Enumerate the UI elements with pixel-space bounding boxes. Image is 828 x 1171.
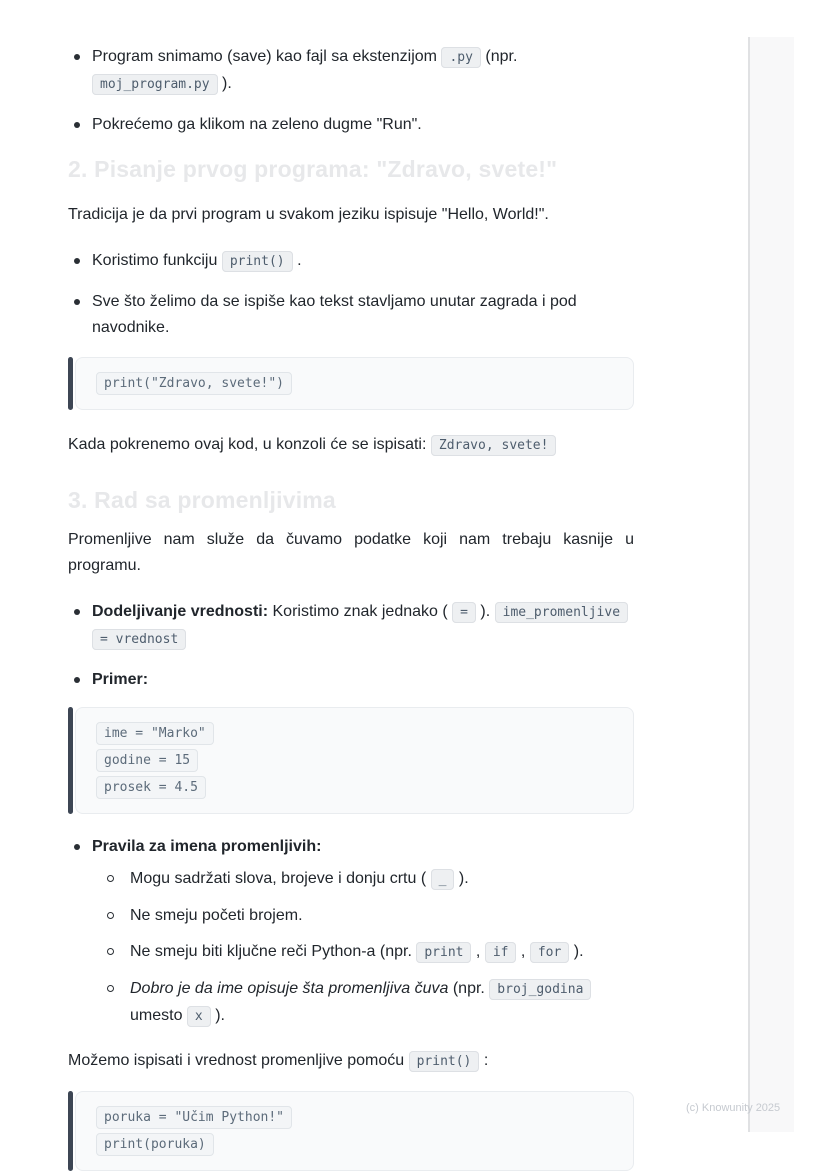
section-heading-2: 2. Pisanje prvog programa: "Zdravo, svete!" (68, 156, 558, 182)
text-segment: ). (210, 1007, 225, 1024)
paragraph-console-output (68, 432, 634, 459)
inline-code: = (452, 602, 476, 623)
list-item-text (92, 48, 517, 92)
inline-code: Zdravo, svete! (431, 435, 557, 456)
text-segment: Možemo ispisati i vrednost promenljive pomoću (68, 1052, 409, 1069)
list-item-text (92, 671, 148, 688)
intro-bullet-list (68, 44, 634, 138)
text-segment: Primer: (92, 671, 149, 688)
list-item-text (92, 252, 302, 269)
text-segment: ). (569, 943, 584, 960)
text-segment: Ne smeju biti ključne reči Python-a (npr. (130, 943, 417, 960)
rules-bullet-list (68, 834, 634, 1030)
list-item (68, 289, 634, 341)
list-item-text (92, 116, 422, 133)
text-segment: umesto (130, 1007, 187, 1024)
rules-sublist (92, 866, 634, 1030)
list-item-rules (68, 834, 634, 1030)
code-block-body (75, 1091, 634, 1171)
code-block-body (75, 357, 634, 410)
list-item-text (92, 603, 628, 647)
paragraph-variables: Promenljive nam služe da čuvamo podatke koji nam trebaju kasnije u programu. (68, 531, 634, 574)
text-segment: ). (454, 870, 469, 887)
inline-code: moj_program.py (92, 74, 218, 95)
list-item (68, 667, 634, 693)
document-content (68, 0, 634, 1171)
code-line: prosek = 4.5 (96, 776, 206, 799)
text-segment: Koristimo funkciju (92, 252, 222, 269)
list-item-text (92, 293, 577, 336)
code-line: poruka = "Učim Python!" (96, 1106, 292, 1129)
code-line: ime = "Marko" (96, 722, 214, 745)
text-segment: , (516, 943, 530, 960)
list-item (68, 44, 634, 98)
text-segment: : (479, 1052, 489, 1069)
code-block-accent-bar (68, 1091, 73, 1171)
sublist-item-text (130, 943, 584, 960)
code-block-body (75, 707, 634, 814)
text-segment: Pravila za imena promenljivih: (92, 838, 322, 855)
text-segment: (npr. (480, 48, 518, 65)
watermark-text: (c) Knowunity 2025 (686, 1102, 781, 1114)
inline-code: if (485, 942, 517, 963)
paragraph-tradition: Tradicija je da prvi program u svakom jeziku ispisuje "Hello, World!". (68, 206, 549, 223)
code-block-example (68, 707, 634, 814)
list-item-text (92, 838, 321, 855)
text-segment: Program snimamo (save) kao fajl sa ekstenzijom (92, 48, 442, 65)
text-segment: Mogu sadržati slova, brojeve i donju crtu ( (130, 870, 431, 887)
sublist-item (92, 939, 634, 966)
inline-code: x (187, 1006, 211, 1027)
sublist-item (92, 976, 634, 1030)
inline-code: print (416, 942, 471, 963)
sublist-item-text (130, 907, 303, 924)
sublist-item-text (130, 870, 469, 887)
sublist-item (92, 903, 634, 929)
code-block-hello (68, 357, 634, 410)
code-line: print("Zdravo, svete!") (96, 372, 292, 395)
text-segment: . (292, 252, 302, 269)
sublist-item-text (130, 980, 591, 1024)
inline-code: _ (431, 869, 455, 890)
list-item (68, 248, 634, 275)
code-block-accent-bar (68, 707, 73, 814)
inline-code: ime_promenljive = vrednost (92, 602, 628, 650)
text-segment: ). (475, 603, 495, 620)
code-block-accent-bar (68, 357, 73, 410)
code-block-poruka (68, 1091, 634, 1171)
code-line: godine = 15 (96, 749, 198, 772)
text-segment: Pokrećemo ga klikom na zeleno dugme "Run". (92, 116, 422, 133)
text-segment: Dodeljivanje vrednosti: (92, 603, 269, 620)
scrollbar-track[interactable] (748, 37, 794, 1132)
text-segment: Dobro je da ime opisuje šta promenljiva čuva (130, 980, 449, 997)
list-item (68, 599, 634, 653)
text-segment: Sve što želimo da se ispiše kao tekst stavljamo unutar zagrada i pod navodnike. (92, 293, 577, 336)
text-segment: Ne smeju početi brojem. (130, 907, 303, 924)
inline-code: for (530, 942, 569, 963)
inline-code: print() (409, 1051, 480, 1072)
code-line: print(poruka) (96, 1133, 214, 1156)
text-segment: (npr. (448, 980, 490, 997)
text-segment: Koristimo znak jednako ( (268, 603, 453, 620)
assignment-bullet-list (68, 599, 634, 693)
inline-code: broj_godina (489, 979, 591, 1000)
text-segment: , (471, 943, 485, 960)
paragraph-print-variable (68, 1048, 634, 1075)
sublist-item (92, 866, 634, 893)
inline-code: .py (441, 47, 480, 68)
text-segment: ). (217, 75, 232, 92)
print-bullet-list (68, 248, 634, 341)
text-segment: Kada pokrenemo ovaj kod, u konzoli će se ispisati: (68, 436, 431, 453)
list-item (68, 112, 634, 138)
section-heading-3: 3. Rad sa promenljivima (68, 487, 336, 513)
inline-code: print() (222, 251, 293, 272)
